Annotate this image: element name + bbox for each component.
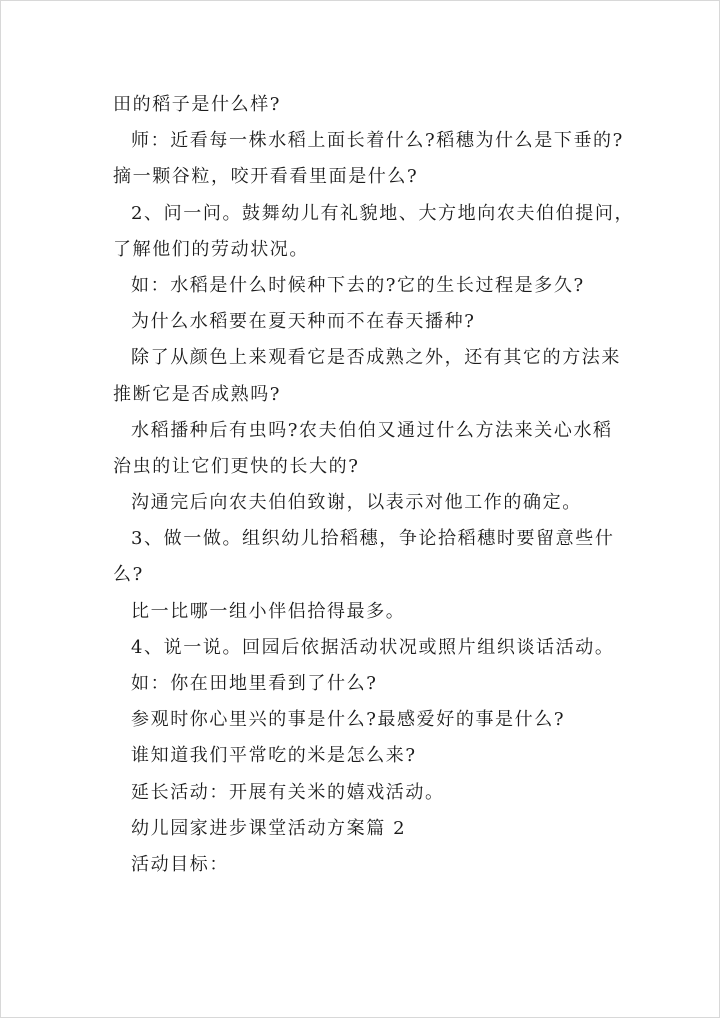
text-line-4: 2、问一问。鼓舞幼儿有礼貌地、大方地向农夫伯伯提问， [131,202,635,224]
text-line-20: 延长活动：开展有关米的嬉戏活动。 [131,781,445,803]
text-line-9: 推断它是否成熟吗? [113,383,282,405]
document-body [113,87,635,883]
section-heading: 幼儿园家进步课堂活动方案篇 2 [131,817,407,839]
text-line-16: 4、说一说。回园后依据活动状况或照片组织谈话活动。 [131,636,615,658]
text-line-7: 为什么水稻要在夏天种而不在春天播种? [131,311,476,333]
text-line-5: 了解他们的劳动状况。 [113,238,309,260]
text-line-14: 么? [113,564,144,586]
text-line-10: 水稻播种后有虫吗?农夫伯伯又通过什么方法来关心水稻 [131,419,613,441]
text-line-12: 沟通完后向农夫伯伯致谢，以表示对他工作的确定。 [131,492,582,514]
text-line-13: 3、做一做。组织幼儿拾稻穗，争论拾稻穗时要留意些什 [131,528,615,550]
text-line-18: 参观时你心里兴的事是什么?最感爱好的事是什么? [131,709,566,731]
text-line-3: 摘一颗谷粒，咬开看看里面是什么? [113,166,419,188]
text-line-17: 如：你在田地里看到了什么? [131,673,378,694]
text-line-15: 比一比哪一组小伴侣拾得最多。 [131,600,406,622]
text-line-8: 除了从颜色上来观看它是否成熟之外，还有其它的方法来 [131,347,621,369]
text-line-11: 治虫的让它们更快的长大的? [113,455,360,477]
text-line-2: 师：近看每一株水稻上面长着什么?稻穗为什么是下垂的? [131,130,624,152]
text-line-22: 活动目标： [131,853,229,875]
text-line-6: 如：水稻是什么时候种下去的?它的生长过程是多久? [131,274,585,296]
text-line-19: 谁知道我们平常吃的米是怎么来? [131,745,417,767]
text-line-1: 田的稻子是什么样? [113,94,282,115]
